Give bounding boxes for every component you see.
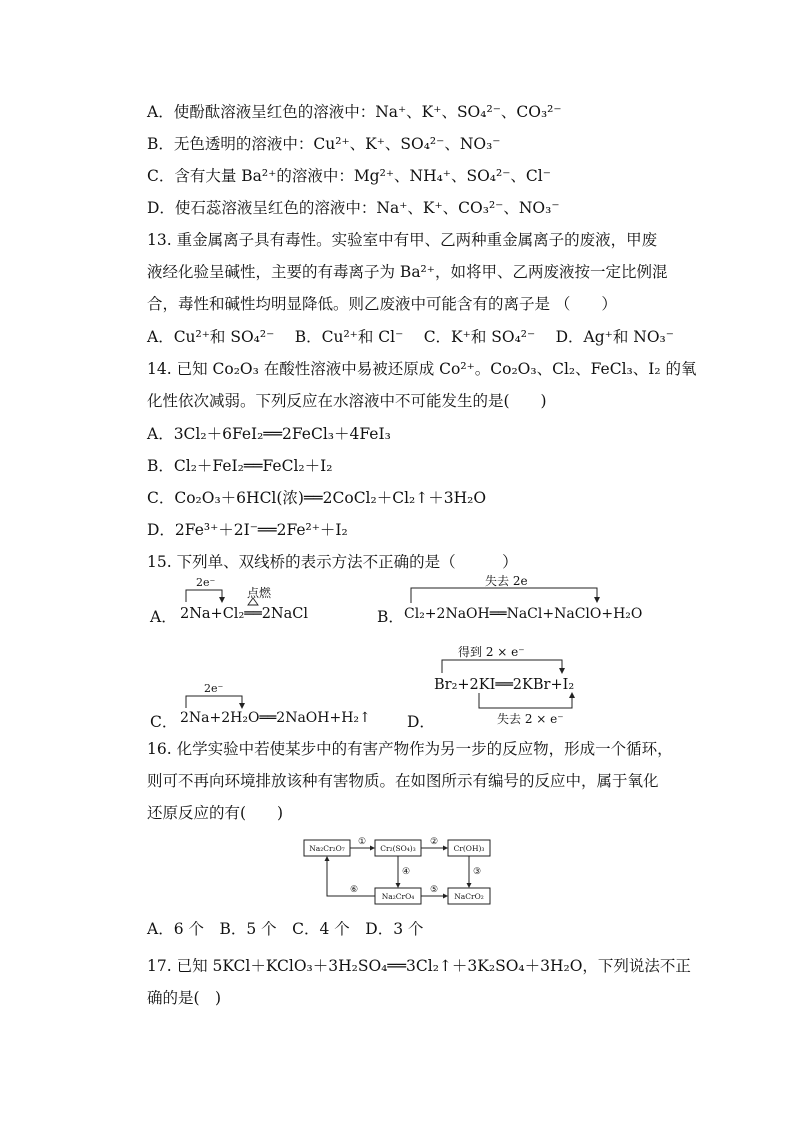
label-na2cro4: Na₂CrO₄ [381, 892, 415, 901]
q15-a-electrons: 2e⁻ [196, 576, 216, 589]
q16-line-3: 还原反应的有( ) [147, 804, 284, 822]
step-3: ③ [472, 867, 482, 877]
q15-c-equation: 2Na+2H₂O══2NaOH+H₂↑ [180, 710, 371, 726]
q12-option-d: D．使石蕊溶液呈红色的溶液中：Na⁺、K⁺、CO₃²⁻、NO₃⁻ [147, 199, 560, 217]
q15-d-top-label: 得到 2 × e⁻ [458, 645, 525, 659]
q15-b-label: B． [377, 608, 404, 626]
q15-b-equation: Cl₂+2NaOH══NaCl+NaClO+H₂O [404, 606, 643, 622]
q14-option-c: C．Co₂O₃＋6HCl(浓)══2CoCl₂＋Cl₂↑＋3H₂O [147, 489, 487, 507]
label-cr2so43: Cr₂(SO₄)₃ [380, 844, 416, 853]
q16-options: A．6 个 B．5 个 C．4 个 D．3 个 [147, 920, 424, 938]
q15-b-electrons: 失去 2e [485, 574, 528, 588]
step-2: ② [429, 837, 439, 847]
label-croh3: Cr(OH)₃ [453, 844, 485, 853]
q14-option-a: A．3Cl₂＋6FeI₂══2FeCl₃＋4FeI₃ [147, 425, 391, 443]
q15-c-label: C． [150, 713, 178, 731]
q17-line-1: 17. 已知 5KCl＋KClO₃＋3H₂SO₄══3Cl₂↑＋3K₂SO₄＋3H₂O，下列说法不正 [147, 957, 691, 975]
q15-d-equation: Br₂+2KI══2KBr+I₂ [434, 677, 575, 693]
q15-d-label: D． [407, 713, 435, 731]
q12-option-c: C．含有大量 Ba²⁺的溶液中：Mg²⁺、NH₄⁺、SO₄²⁻、Cl⁻ [147, 167, 551, 185]
q14-option-d: D．2Fe³⁺＋2I⁻══2Fe²⁺＋I₂ [147, 521, 348, 539]
q13-line-2: 液经化验呈碱性，主要的有毒离子为 Ba²⁺，如将甲、乙两废液按一定比例混 [147, 263, 668, 281]
step-4: ④ [401, 867, 411, 877]
q13-line-1: 13. 重金属离子具有毒性。实验室中有甲、乙两种重金属离子的废液，甲废 [147, 231, 658, 249]
q15-a-label: A． [150, 608, 177, 626]
q14-line-1: 14. 已知 Co₂O₃ 在酸性溶液中易被还原成 Co²⁺。Co₂O₃、Cl₂、FeCl₃、I₂ 的氧 [147, 360, 697, 378]
step-6: ⑥ [349, 885, 359, 895]
q15-d-bottom-label: 失去 2 × e⁻ [497, 712, 564, 726]
q13-line-3: 合，毒性和碱性均明显降低。则乙废液中可能含有的离子是 （ ） [147, 295, 617, 313]
q13-options: A．Cu²⁺和 SO₄²⁻ B．Cu²⁺和 Cl⁻ C．K⁺和 SO₄²⁻ D．Ag⁺和 NO₃⁻ [147, 328, 674, 346]
q17-line-2: 确的是( ) [147, 989, 222, 1007]
q16-line-2: 则可不再向环境排放该种有害物质。在如图所示有编号的反应中，属于氧化 [147, 772, 659, 790]
label-nacro2: NaCrO₂ [454, 892, 484, 901]
q12-option-b: B．无色透明的溶液中：Cu²⁺、K⁺、SO₄²⁻、NO₃⁻ [147, 135, 501, 153]
q15-a-condition: 点燃 [247, 586, 272, 600]
q14-option-b: B．Cl₂＋FeI₂══FeCl₂＋I₂ [147, 457, 333, 475]
label-na2cr2o7: Na₂Cr₂O₇ [309, 844, 345, 853]
q14-line-2: 化性依次减弱。下列反应在水溶液中不可能发生的是( ) [147, 392, 547, 410]
q16-line-1: 16. 化学实验中若使某步中的有害产物作为另一步的反应物，形成一个循环， [147, 740, 673, 758]
q12-option-a: A．使酚酞溶液呈红色的溶液中：Na⁺、K⁺、SO₄²⁻、CO₃²⁻ [147, 103, 562, 121]
step-1: ① [357, 837, 367, 847]
q15-a-equation: 2Na+Cl₂══2NaCl [180, 606, 309, 622]
q15-c-electrons: 2e⁻ [204, 682, 224, 695]
step-5: ⑤ [429, 885, 439, 895]
q15-stem: 15. 下列单、双线桥的表示方法不正确的是（ ） [147, 553, 518, 571]
